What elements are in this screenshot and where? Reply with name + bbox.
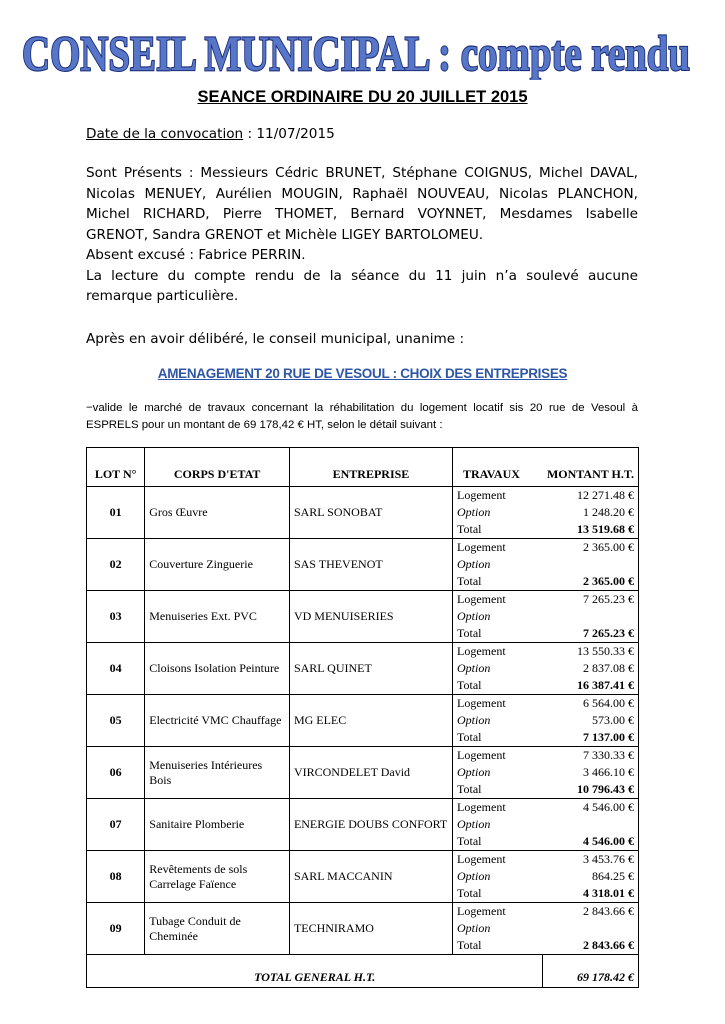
entreprise: SARL SONOBAT	[289, 487, 452, 539]
total-label: Total	[457, 886, 482, 900]
entreprise: VIRCONDELET David	[289, 747, 452, 799]
total-amount: 7 265.23 €	[583, 626, 634, 640]
lot-number: 03	[87, 591, 145, 643]
entreprise: MG ELEC	[289, 695, 452, 747]
montant-cell	[543, 903, 639, 955]
option-label: Option	[457, 921, 491, 935]
travaux-cell	[453, 539, 543, 591]
logement-label: Logement	[457, 592, 506, 606]
montant-cell	[543, 591, 639, 643]
total-label: Total	[457, 730, 482, 744]
table-row	[87, 539, 639, 591]
corps-etat: Revêtements de sols Carrelage Faïence	[145, 851, 290, 903]
option-label: Option	[457, 869, 491, 883]
attendance-block	[86, 163, 638, 307]
table-row	[87, 747, 639, 799]
lot-number: 04	[87, 643, 145, 695]
section-title: AMENAGEMENT 20 RUE DE VESOUL : CHOIX DES ENTREPRISES	[157, 366, 568, 381]
entreprise: TECHNIRAMO	[289, 903, 452, 955]
entreprise: ENERGIE DOUBS CONFORT	[289, 799, 452, 851]
absent-line: Absent excusé : Fabrice PERRIN.	[86, 247, 306, 263]
session-heading: SEANCE ORDINAIRE DU 20 JUILLET 2015	[197, 88, 528, 106]
logement-label: Logement	[457, 696, 506, 710]
option-label: Option	[457, 713, 491, 727]
total-label: Total	[457, 522, 482, 536]
lot-number: 02	[87, 539, 145, 591]
table-row	[87, 851, 639, 903]
option-amount: 573.00 €	[592, 713, 634, 727]
option-label: Option	[457, 765, 491, 779]
table-row	[87, 591, 639, 643]
entreprise: SARL QUINET	[289, 643, 452, 695]
logement-amount: 7 330.33 €	[583, 748, 634, 762]
travaux-cell	[453, 643, 543, 695]
montant-cell	[543, 747, 639, 799]
logement-amount: 12 271.48 €	[577, 488, 634, 502]
logement-label: Logement	[457, 904, 506, 918]
option-amount	[547, 608, 634, 625]
option-amount	[547, 920, 634, 937]
table-row	[87, 487, 639, 539]
header-entreprise: ENTREPRISE	[289, 448, 452, 487]
lot-number: 07	[87, 799, 145, 851]
total-amount: 10 796.43 €	[577, 782, 634, 796]
option-amount: 864.25 €	[592, 869, 634, 883]
option-amount: 3 466.10 €	[583, 765, 634, 779]
header-montant: MONTANT H.T.	[543, 448, 639, 487]
convocation-line	[86, 124, 638, 145]
corps-etat: Electricité VMC Chauffage	[145, 695, 290, 747]
total-amount: 4 318.01 €	[583, 886, 634, 900]
logement-amount: 2 843.66 €	[583, 904, 634, 918]
table-row	[87, 903, 639, 955]
option-amount: 2 837.08 €	[583, 661, 634, 675]
total-amount: 13 519.68 €	[577, 522, 634, 536]
lots-table	[86, 447, 639, 988]
logement-label: Logement	[457, 748, 506, 762]
travaux-cell	[453, 799, 543, 851]
travaux-cell	[453, 487, 543, 539]
montant-cell	[543, 539, 639, 591]
corps-etat: Couverture Zinguerie	[145, 539, 290, 591]
logement-amount: 4 546.00 €	[583, 800, 634, 814]
option-label: Option	[457, 557, 491, 571]
montant-cell	[543, 799, 639, 851]
logement-label: Logement	[457, 540, 506, 554]
montant-cell	[543, 643, 639, 695]
logement-amount: 13 550.33 €	[577, 644, 634, 658]
corps-etat: Menuiseries Intérieures Bois	[145, 747, 290, 799]
total-amount: 16 387.41 €	[577, 678, 634, 692]
option-amount	[547, 816, 634, 833]
logement-label: Logement	[457, 800, 506, 814]
logement-amount: 6 564.00 €	[583, 696, 634, 710]
header-lot: LOT N°	[87, 448, 145, 487]
montant-cell	[543, 487, 639, 539]
option-amount	[547, 556, 634, 573]
total-general-row	[87, 955, 639, 988]
corps-etat: Cloisons Isolation Peinture	[145, 643, 290, 695]
total-amount: 2 843.66 €	[583, 938, 634, 952]
banner-title: CONSEIL MUNICIPAL : compte rendu	[22, 25, 690, 80]
convocation-label: Date de la convocation	[86, 126, 244, 142]
entreprise: SARL MACCANIN	[289, 851, 452, 903]
corps-etat: Tubage Conduit de Cheminée	[145, 903, 290, 955]
option-amount: 1 248.20 €	[583, 505, 634, 519]
travaux-cell	[453, 903, 543, 955]
option-label: Option	[457, 661, 491, 675]
table-row	[87, 695, 639, 747]
header-travaux: TRAVAUX	[453, 448, 543, 487]
travaux-cell	[453, 695, 543, 747]
lot-number: 06	[87, 747, 145, 799]
option-label: Option	[457, 505, 491, 519]
logement-label: Logement	[457, 488, 506, 502]
total-label: Total	[457, 626, 482, 640]
header-corps: CORPS D'ETAT	[145, 448, 290, 487]
total-general-value: 69 178.42 €	[543, 955, 639, 988]
lecture-paragraph: La lecture du compte rendu de la séance du 11 juin n’a soulevé aucune remarque particulière.	[86, 267, 638, 304]
lot-number: 08	[87, 851, 145, 903]
logement-label: Logement	[457, 852, 506, 866]
total-label: Total	[457, 938, 482, 952]
total-label: Total	[457, 782, 482, 796]
convocation-date: : 11/07/2015	[243, 126, 335, 142]
lot-number: 09	[87, 903, 145, 955]
total-label: Total	[457, 834, 482, 848]
logement-amount: 2 365.00 €	[583, 540, 634, 554]
validation-paragraph: −valide le marché de travaux concernant la réhabilitation du logement locatif sis 20 rue de Vesoul à ESPRELS pour un montant de 69 178,42 € HT, selon le détail suivant :	[86, 402, 638, 431]
option-label: Option	[457, 609, 491, 623]
table-row	[87, 799, 639, 851]
total-amount: 7 137.00 €	[583, 730, 634, 744]
logement-label: Logement	[457, 644, 506, 658]
lot-number: 05	[87, 695, 145, 747]
total-label: Total	[457, 678, 482, 692]
entreprise: VD MENUISERIES	[289, 591, 452, 643]
travaux-cell	[453, 747, 543, 799]
deliberation-intro: Après en avoir délibéré, le conseil municipal, unanime :	[86, 331, 465, 347]
corps-etat: Sanitaire Plomberie	[145, 799, 290, 851]
montant-cell	[543, 851, 639, 903]
corps-etat: Gros Œuvre	[145, 487, 290, 539]
total-general-label: TOTAL GENERAL H.T.	[87, 955, 543, 988]
lot-number: 01	[87, 487, 145, 539]
presents-paragraph: Sont Présents : Messieurs Cédric BRUNET, Stéphane COIGNUS, Michel DAVAL, Nicolas MENUEY, Aurélien MOUGIN, Raphaël NOUVEAU, Nicolas PLANCHON, Michel RICHARD, Pierre THOMET, Bernard VOYNNET, Mesdames Isabelle GRENOT, Sandra GRENOT et Michèle LIGEY BARTOLOMEU.	[86, 165, 638, 243]
option-label: Option	[457, 817, 491, 831]
total-amount: 2 365.00 €	[583, 574, 634, 588]
travaux-cell	[453, 591, 543, 643]
entreprise: SAS THEVENOT	[289, 539, 452, 591]
table-header-row	[87, 448, 639, 487]
table-row	[87, 643, 639, 695]
total-amount: 4 546.00 €	[583, 834, 634, 848]
title-banner	[20, 22, 692, 80]
logement-amount: 7 265.23 €	[583, 592, 634, 606]
lots-body	[87, 487, 639, 955]
corps-etat: Menuiseries Ext. PVC	[145, 591, 290, 643]
montant-cell	[543, 695, 639, 747]
total-label: Total	[457, 574, 482, 588]
logement-amount: 3 453.76 €	[583, 852, 634, 866]
travaux-cell	[453, 851, 543, 903]
